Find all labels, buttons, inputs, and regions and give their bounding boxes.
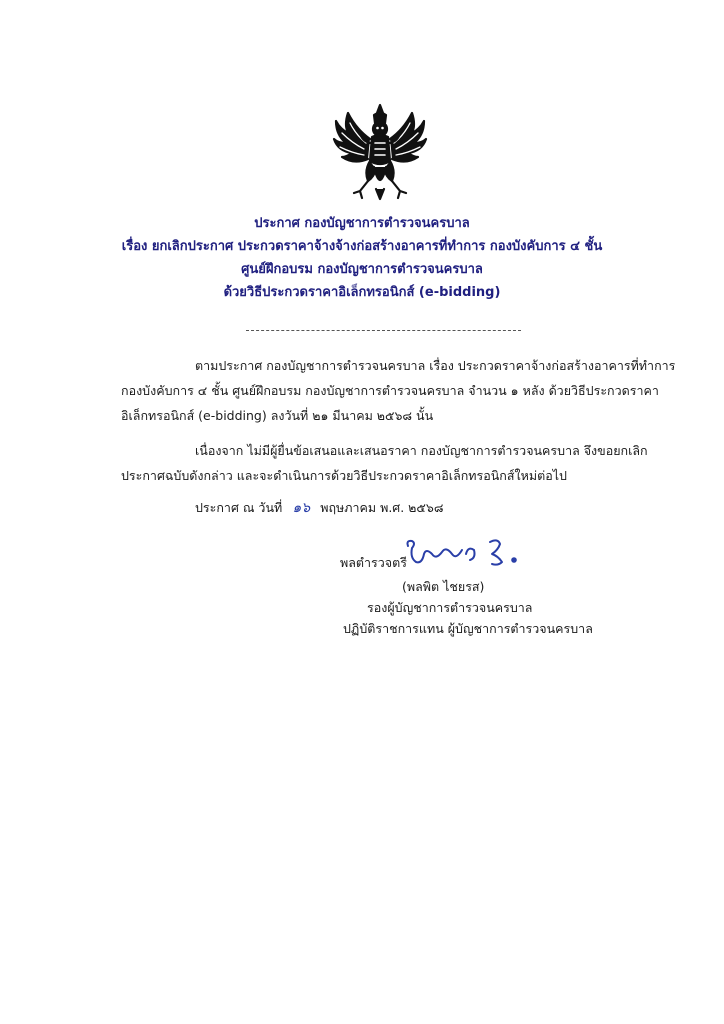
signatory-acting: ปฏิบัติราชการแทน ผู้บัญชาการตำรวจนครบาล [343, 621, 593, 636]
signatory-name: (พลพิต ไชยรส) [402, 579, 485, 594]
handwritten-signature [402, 536, 532, 570]
paragraph-line: อิเล็กทรอนิกส์ (e-bidding) ลงวันที่ ๒๑ มีนาคม ๒๕๖๘ นั้น [121, 408, 434, 423]
header-subject: เรื่อง ยกเลิกประกาศ ประกวดราคาจ้างจ้างก่อสร้างอาคารที่ทำการ กองบังคับการ ๔ ชั้น [121, 239, 603, 254]
paragraph-reason [121, 438, 649, 488]
paragraph-line: กองบังคับการ ๔ ชั้น ศูนย์ฝึกอบรม กองบัญชาการตำรวจนครบาล จำนวน ๑ หลัง ด้วยวิธีประกวดราคา [121, 383, 659, 398]
header-method: ด้วยวิธีประกวดราคาอิเล็กทรอนิกส์ (e-bidding) [223, 285, 501, 300]
signatory-block [310, 576, 620, 639]
paragraph-line: เนื่องจาก ไม่มีผู้ยื่นข้อเสนอและเสนอราคา กองบัญชาการตำรวจนครบาล จึงขอยกเลิก [195, 443, 648, 458]
paragraph-reference [121, 353, 676, 428]
announce-date [195, 497, 443, 519]
signatory-rank: พลตำรวจตรี [340, 555, 407, 570]
dashed-divider [246, 330, 521, 331]
document-header [0, 212, 724, 304]
announce-month-year: พฤษภาคม พ.ศ. ๒๕๖๘ [320, 500, 444, 515]
paragraph-line: ประกาศฉบับดังกล่าว และจะดำเนินการด้วยวิธีประกวดราคาอิเล็กทรอนิกส์ใหม่ต่อไป [121, 468, 567, 483]
header-title: ประกาศ กองบัญชาการตำรวจนครบาล [254, 216, 470, 231]
garuda-emblem-icon [330, 103, 430, 203]
announce-day-handwritten: ๑๖ [292, 500, 311, 516]
announce-date-prefix: ประกาศ ณ วันที่ [195, 500, 283, 515]
paragraph-line: ตามประกาศ กองบัญชาการตำรวจนครบาล เรื่อง ประกวดราคาจ้างก่อสร้างอาคารที่ทำการ [195, 358, 676, 373]
header-subject-cont: ศูนย์ฝึกอบรม กองบัญชาการตำรวจนครบาล [241, 262, 483, 277]
signatory-position: รองผู้บัญชาการตำรวจนครบาล [367, 600, 533, 615]
